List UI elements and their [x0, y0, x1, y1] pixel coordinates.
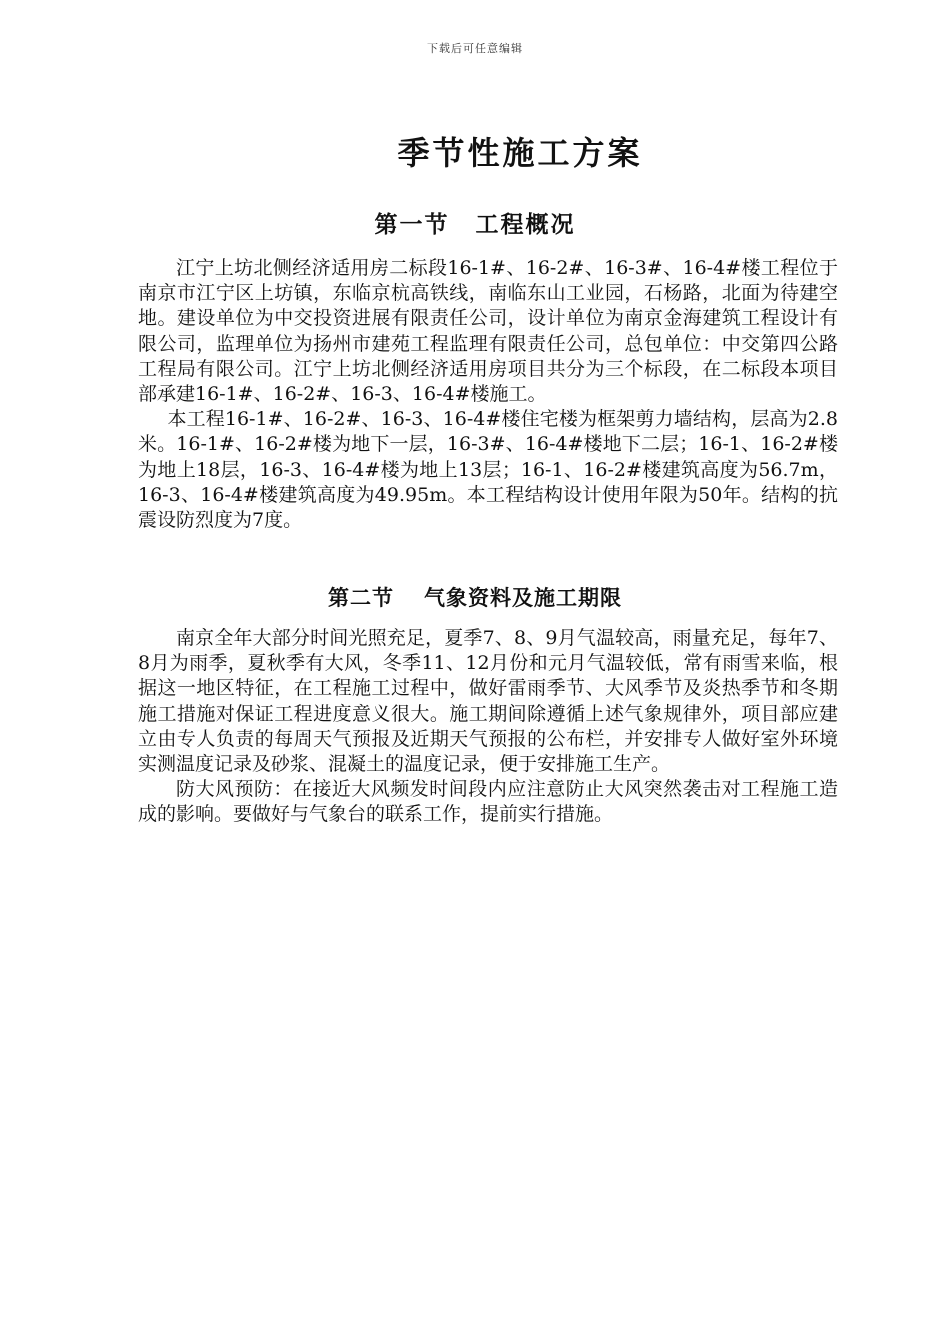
document-title: 季节性施工方案 — [397, 134, 643, 172]
section-2-title: 气象资料及施工期限 — [424, 585, 622, 610]
section-2-heading — [0, 582, 950, 612]
section-1-body — [138, 256, 838, 533]
section-2-paragraph-1: 南京全年大部分时间光照充足，夏季7、8、9月气温较高，雨量充足，每年7、8月为雨季，夏秋季有大风，冬季11、12月份和元月气温较低，常有雨雪来临，根据这一地区特征，在工程施工过程中，做好雷雨季节、大风季节及炎热季节和冬期施工措施对保证工程进度意义很大。施工期间除遵循上述气象规律外，项目部应建立由专人负责的每周天气预报及近期天气预报的公布栏，并安排专人做好室外环境实测温度记录及砂浆、混凝土的温度记录，便于安排施工生产。 — [138, 627, 838, 776]
section-1-title: 工程概况 — [475, 211, 576, 238]
section-1-paragraph-1: 江宁上坊北侧经济适用房二标段16-1#、16-2#、16-3#、16-4#楼工程位于南京市江宁区上坊镇，东临京杭高铁线，南临东山工业园，石杨路，北面为待建空地。建设单位为中交投资进展有限责任公司，设计单位为南京金海建筑工程设计有限公司，监理单位为扬州市建苑工程监理有限责任公司，总包单位：中交第四公路工程局有限公司。江宁上坊北侧经济适用房项目共分为三个标段，在二标段本项目部承建16-1#、16-2#、16-3、16-4#楼施工。 — [138, 257, 838, 406]
section-2-paragraph-2: 防大风预防：在接近大风频发时间段内应注意防止大风突然袭击对工程施工造成的影响。要做好与气象台的联系工作，提前实行措施。 — [138, 778, 838, 826]
section-2-number: 第二节 — [328, 585, 394, 610]
section-1-heading — [0, 206, 950, 239]
section-1-number: 第一节 — [374, 211, 450, 238]
section-1-paragraph-2: 本工程16-1#、16-2#、16-3、16-4#楼住宅楼为框架剪力墙结构，层高为2.8米。16-1#、16-2#楼为地下一层，16-3#、16-4#楼地下二层；16-1、16-2#楼为地上18层，16-3、16-4#楼为地上13层；16-1、16-2#楼建筑高度为56.7m，16-3、16-4#楼建筑高度为49.95m。本工程结构设计使用年限为50年。结构的抗震设防烈度为7度。 — [138, 408, 838, 532]
header-note: 下载后可任意编辑 — [427, 42, 523, 55]
section-2-body — [138, 626, 838, 828]
